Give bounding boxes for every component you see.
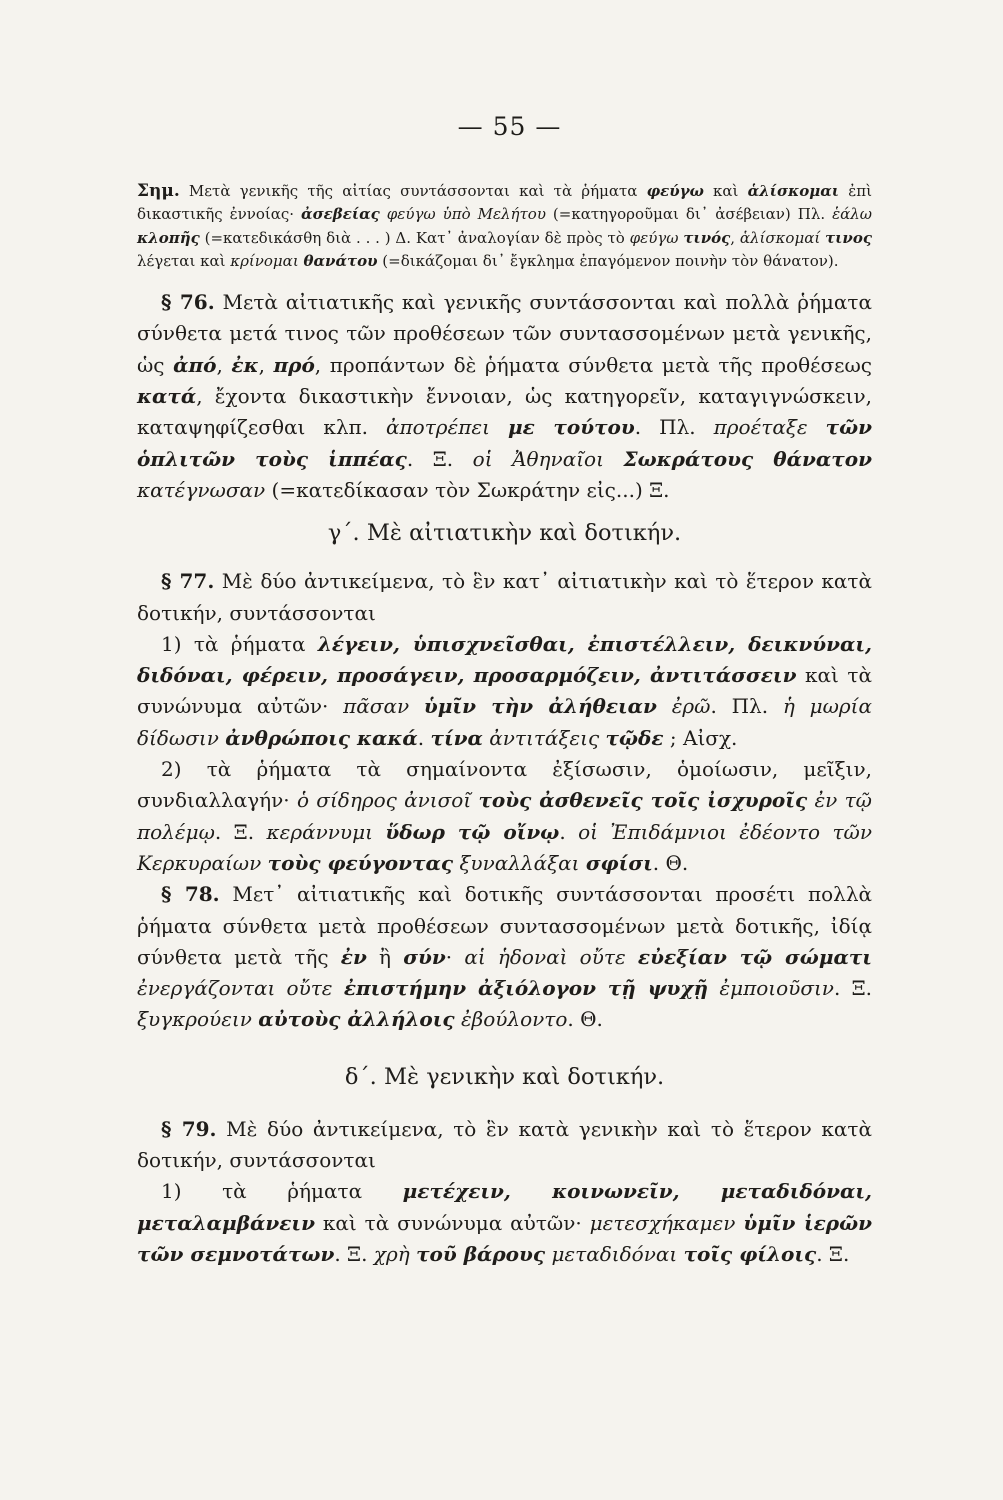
emphasized-text: κλοπῆς — [137, 228, 200, 247]
section-number: § 78. — [161, 882, 220, 907]
emphasized-text: τινός — [683, 228, 731, 247]
paragraph-76: § 76. Μετὰ αἰτιατικῆς καὶ γενικῆς συντάσσονται καὶ πολλὰ ῥήματα σύνθετα μετά τινος τῶν προθέσεων τῶν συντασσομένων μετὰ γενικῆς, ὡς ἀπό, ἐκ, πρό, προπάντων δὲ ῥήματα σύνθετα μετὰ τῆς προθέσεως κατά, ἔχοντα δικαστικὴν ἔννοιαν, ὡς κατηγορεῖν, καταγιγνώσκειν, καταψηφίζεσθαι κλπ. ἀποτρέπει με τούτου. Πλ. προέταξε τῶν ὁπλιτῶν τοὺς ἱππέας. Ξ. οἱ Ἀθηναῖοι Σωκράτους θάνατον κατέγνωσαν (=κατεδίκασαν τὸν Σωκράτην εἰς...) Ξ. — [137, 290, 873, 502]
emphasized-text: ἐνεργάζονται οὔτε — [137, 976, 333, 1001]
emphasized-text: ξυναλλάξαι — [459, 850, 580, 875]
emphasized-text: φεύγω — [629, 228, 679, 247]
emphasized-text: πᾶσαν — [343, 694, 410, 719]
emphasized-text: λέγειν, ὑπισχνεῖσθαι, ἐπιστέλλειν, δεικνύναι, διδόναι, φέρειν, προσάγειν, προσαρμόζειν, ἀντιτάσσειν — [137, 631, 872, 688]
emphasized-text: ἀπό — [173, 352, 217, 377]
emphasized-text: με τούτου — [508, 415, 635, 440]
page-number: — 55 — — [457, 112, 562, 141]
emphasized-text: μεταδιδόναι — [551, 1241, 678, 1266]
emphasized-text: κρίνομαι — [230, 251, 299, 270]
section-number: § 76. — [161, 290, 215, 315]
emphasized-text: κατέγνωσαν — [137, 477, 266, 502]
emphasized-text: τοὺς ἀσθενεῖς τοῖς ἰσχυροῖς — [478, 788, 808, 813]
emphasized-text: ἀποτρέπει — [386, 415, 490, 440]
emphasized-text: ὑμῖν ἱερῶν τῶν σεμνοτάτων — [137, 1210, 873, 1266]
emphasized-text: ὕδωρ τῷ οἴνῳ — [385, 819, 560, 844]
emphasized-text: θανάτου — [303, 251, 378, 270]
note-paragraph — [137, 180, 872, 273]
paragraph-79: § 79. Μὲ δύο ἀντικείμενα, τὸ ἓν κατὰ γενικὴν καὶ τὸ ἕτερον κατὰ δοτικήν, συντάσσονται — [137, 1116, 872, 1173]
section-number: § 79. — [161, 1116, 217, 1141]
emphasized-text: πρό — [273, 352, 315, 377]
emphasized-text: κεράννυμι — [266, 819, 373, 844]
section-number: § 77. — [161, 569, 215, 594]
emphasized-text: αἱ ἡδοναὶ οὔτε — [464, 944, 626, 969]
emphasized-text: μετεσχήκαμεν — [589, 1210, 736, 1235]
emphasized-text: ἐμποιοῦσιν — [719, 976, 834, 1001]
emphasized-text: τινος — [825, 228, 872, 247]
paragraph-78: § 78. Μετ᾽ αἰτιατικῆς καὶ δοτικῆς συντάσσονται προσέτι πολλὰ ῥήματα σύνθετα μετὰ προθέσεων συντασσομένων μετὰ δοτικῆς, ἰδίᾳ σύνθετα μετὰ τῆς ἐν ἢ σύν· αἱ ἡδοναὶ οὔτε εὐεξίαν τῷ σώματι ἐνεργάζονται οὔτε ἐπιστήμην ἀξιόλογον τῇ ψυχῇ ἐμποιοῦσιν. Ξ. ξυγκρούειν αὐτοὺς ἀλλήλοις ἐβούλοντο. Θ. — [137, 882, 873, 1032]
emphasized-text: οἱ Ἐπιδάμνιοι ἐδέοντο τῶν Κερκυραίων — [137, 819, 873, 875]
paragraph-77: § 77. Μὲ δύο ἀντικείμενα, τὸ ἓν κατ᾽ αἰτιατικὴν καὶ τὸ ἕτερον κατὰ δοτικήν, συντάσσονται — [137, 569, 872, 625]
emphasized-text: οἱ Ἀθηναῖοι — [472, 446, 604, 471]
paragraph-77-item-1: 1) τὰ ῥήματα λέγειν, ὑπισχνεῖσθαι, ἐπιστέλλειν, δεικνύναι, διδόναι, φέρειν, προσάγειν, προσαρμόζειν, ἀντιτάσσειν καὶ τὰ συνώνυμα αὐτῶν· πᾶσαν ὑμῖν τὴν ἀλήθειαν ἐρῶ. Πλ. ἡ μωρία δίδωσιν ἀνθρώποις κακά. τίνα ἀντιτάξεις τῷδε ; Αἰσχ. — [137, 631, 873, 750]
note-text: Μετὰ γενικῆς τῆς αἰτίας συντάσσονται καὶ τὰ ῥήματα φεύγω καὶ ἁλίσκομαι ἐπὶ δικαστικῆς ἐννοίας· ἀσεβείας φεύγω ὑπὸ Μελήτου (=κατηγοροῦμαι δι᾽ ἀσέβειαν) Πλ. ἑάλω κλοπῆς (=κατεδικάσθη διὰ . . . ) Δ. Κατ᾽ ἀναλογίαν δὲ πρὸς τὸ φεύγω τινός, ἁλίσκομαί τινος λέγεται καὶ κρίνομαι θανάτου (=δικάζομαι δι᾽ ἔγκλημα ἐπαγόμενον ποινὴν τὸν θάνατον). — [137, 182, 872, 270]
paragraph-79-item-1: 1) τὰ ῥήματα μετέχειν, κοινωνεῖν, μεταδιδόναι, μεταλαμβάνειν καὶ τὰ συνώνυμα αὐτῶν· μετεσχήκαμεν ὑμῖν ἱερῶν τῶν σεμνοτάτων. Ξ. χρὴ τοῦ βάρους μεταδιδόναι τοῖς φίλοις. Ξ. — [137, 1179, 873, 1266]
emphasized-text: ἑάλω — [832, 205, 872, 224]
emphasized-text: ἀσεβείας — [301, 205, 380, 224]
emphasized-text: ἀντιτάξεις — [489, 725, 600, 750]
section-heading-gamma: γ΄. Μὲ αἰτιατικὴν καὶ δοτικήν. — [327, 520, 682, 547]
emphasized-text: μετέχειν, κοινωνεῖν, μεταδιδόναι, μεταλαμβάνειν — [137, 1179, 872, 1235]
text-block — [137, 112, 872, 1270]
emphasized-text: ἐκ — [231, 352, 259, 377]
section-heading-delta: δ΄. Μὲ γενικὴν καὶ δοτικήν. — [344, 1063, 665, 1090]
emphasized-text: Σωκράτους θάνατον — [623, 446, 872, 471]
emphasized-text: ἁλίσκομαί — [739, 228, 821, 247]
emphasized-text: ὁ σίδηρος ἀνισοῖ — [296, 788, 472, 813]
emphasized-text: τῷδε — [605, 725, 664, 750]
emphasized-text: ὑμῖν τὴν ἀλήθειαν — [423, 694, 657, 719]
emphasized-text: τῶν ὁπλιτῶν τοὺς ἱππέας — [137, 415, 873, 471]
emphasized-text: προέταξε — [713, 415, 808, 440]
emphasized-text: ἐβούλοντο — [460, 1007, 568, 1032]
emphasized-text: τοῖς φίλοις — [683, 1241, 817, 1266]
emphasized-text: ἐν — [340, 944, 367, 969]
emphasized-text: τοὺς φεύγοντας — [267, 850, 454, 875]
emphasized-text: φεύγω — [646, 182, 704, 200]
emphasized-text: αὐτοὺς ἀλλήλοις — [258, 1007, 455, 1032]
emphasized-text: ἐρῶ — [671, 694, 711, 719]
emphasized-text: τίνα — [430, 725, 483, 750]
emphasized-text: τοῦ βάρους — [416, 1241, 546, 1266]
emphasized-text: ἀνθρώποις κακά — [225, 725, 418, 750]
emphasized-text: ἡ μωρία δίδωσιν — [137, 694, 872, 750]
emphasized-text: ἁλίσκομαι — [747, 182, 840, 200]
note-label: Σημ. — [137, 181, 180, 201]
emphasized-text: ξυγκρούειν — [137, 1007, 252, 1032]
emphasized-text: σύν — [403, 944, 446, 969]
emphasized-text: σφίσι — [585, 850, 653, 875]
paragraph-77-item-2: 2) τὰ ῥήματα τὰ σημαίνοντα ἐξίσωσιν, ὁμοίωσιν, μεῖξιν, συνδιαλλαγήν· ὁ σίδηρος ἀνισοῖ τοὺς ἀσθενεῖς τοῖς ἰσχυροῖς ἐν τῷ πολέμῳ. Ξ. κεράννυμι ὕδωρ τῷ οἴνῳ. οἱ Ἐπιδάμνιοι ἐδέοντο τῶν Κερκυραίων τοὺς φεύγοντας ξυναλλάξαι σφίσι. Θ. — [137, 757, 873, 875]
emphasized-text: φεύγω ὑπὸ Μελήτου — [386, 205, 546, 224]
emphasized-text: κατά — [137, 384, 197, 409]
emphasized-text: χρὴ — [373, 1241, 410, 1266]
emphasized-text: ἐν τῷ πολέμῳ — [137, 788, 872, 844]
emphasized-text: εὐεξίαν τῷ σώματι — [637, 944, 872, 969]
emphasized-text: ἐπιστήμην ἀξιόλογον τῇ ψυχῇ — [343, 976, 709, 1001]
